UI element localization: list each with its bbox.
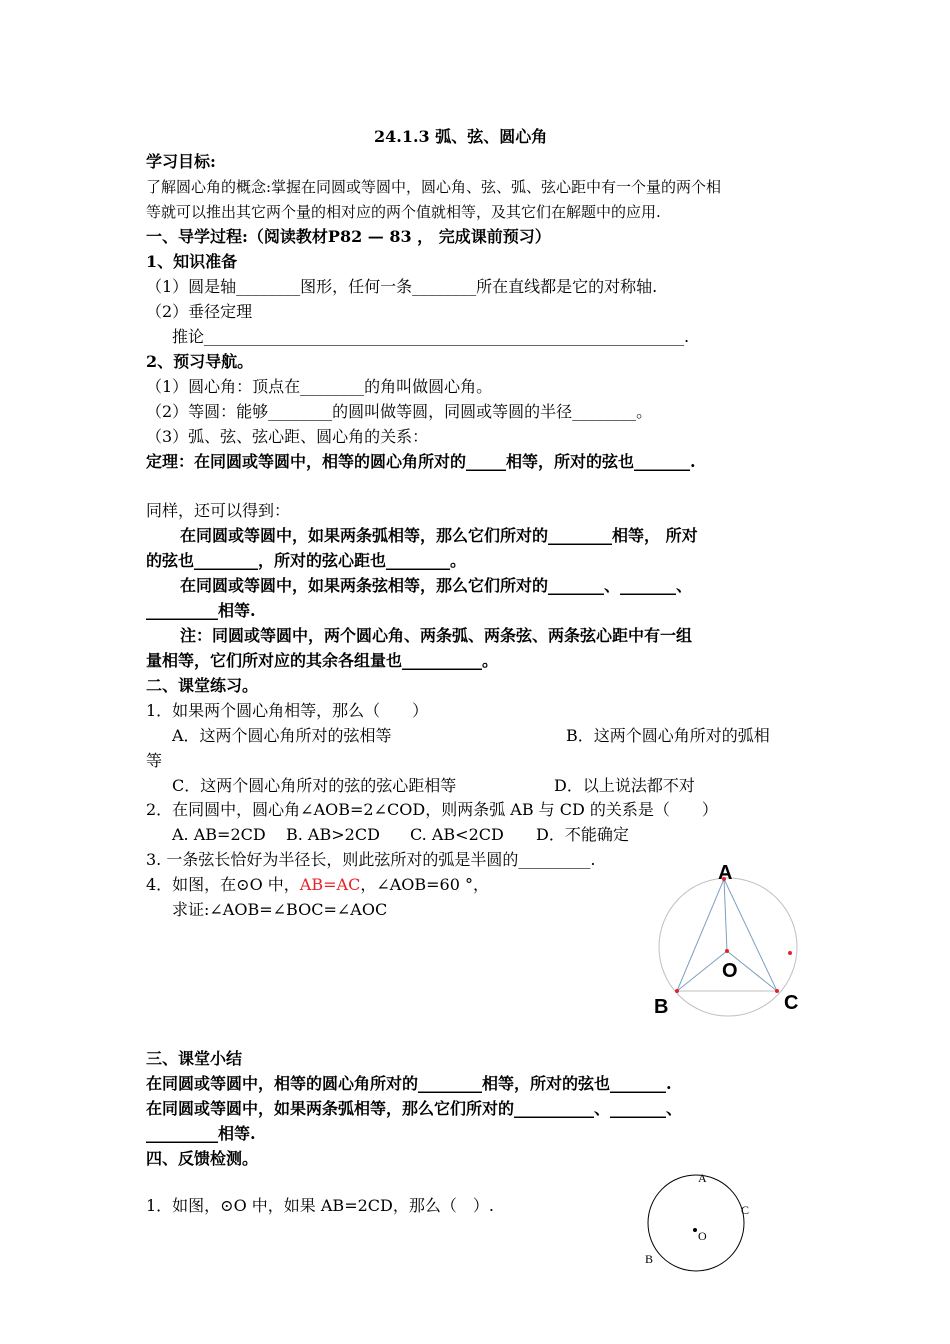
- figure-1-circle: [659, 878, 797, 1016]
- goals-line-1: 了解圆心角的概念:掌握在同圆或等圆中，圆心角、弦、弧、弦心距中有一个量的两个相: [146, 178, 722, 196]
- nav-heading: 2、预习导航。: [146, 352, 254, 371]
- q4-stem: [146, 875, 489, 895]
- q4-stem-post: ，∠AOB=60 °，: [360, 875, 490, 894]
- label-a: A: [718, 862, 733, 884]
- q1-option-d: D．以上说法都不对: [554, 776, 695, 795]
- nav-item-3: （3）弧、弦、弦心距、圆心角的关系：: [146, 427, 429, 446]
- statement-1a: 在同圆或等圆中，如果两条弧相等，那么它们所对的________相等， 所对: [180, 526, 698, 545]
- summary-line-1: 在同圆或等圆中，相等的圆心角所对的________相等，所对的弦也_______.: [146, 1074, 672, 1093]
- similarly-text: 同样，还可以得到：: [146, 501, 291, 520]
- q2-option-d: D．不能确定: [536, 825, 629, 844]
- prep-item-1: （1）圆是轴________图形，任何一条________所在直线都是它的对称轴.: [146, 277, 658, 296]
- q4-prove: 求证:∠AOB=∠BOC=∠AOC: [172, 900, 388, 919]
- q2-option-a: A. AB=2CD: [172, 825, 266, 844]
- point-arc: [788, 951, 792, 955]
- prep-item-2: （2）垂径定理: [146, 302, 253, 321]
- theorem: 定理：在同圆或等圆中，相等的圆心角所对的_____相等，所对的弦也_______.: [146, 452, 696, 471]
- q3-stem: 3. 一条弦长恰好为半径长，则此弦所对的弧是半圆的_________.: [146, 850, 596, 869]
- q2-option-c: C. AB<2CD: [410, 825, 504, 844]
- goals-line-2: 等就可以推出其它两个量的相对应的两个值就相等，及其它们在解题中的应用.: [146, 203, 661, 221]
- radius-oa: [724, 879, 727, 951]
- fig2-label-a: A: [698, 1171, 707, 1185]
- q1-option-a: A．这两个圆心角所对的弦相等: [172, 726, 392, 745]
- figure-2-circle: [648, 1175, 744, 1271]
- summary-line-3: _________相等.: [146, 1124, 256, 1143]
- nav-item-1: （1）圆心角：顶点在________的角叫做圆心角。: [146, 377, 493, 396]
- prep-heading: 1、知识准备: [146, 252, 238, 271]
- feedback-q1: 1．如图，⊙O 中，如果 AB=2CD，那么（ ）.: [146, 1196, 494, 1215]
- note-1b: 量相等，它们所对应的其余各组量也__________。: [146, 651, 499, 670]
- prep-item-3: 推论____________________________________________________________.: [172, 327, 690, 346]
- radius-ob: [677, 951, 727, 991]
- statement-2b: _________相等.: [146, 601, 256, 620]
- fig2-label-o: O: [698, 1229, 707, 1243]
- page-title: 24.1.3 弧、弦、圆心角: [374, 127, 548, 146]
- q2-stem: 2．在同圆中，圆心角∠AOB=2∠COD，则两条弧 AB 与 CD 的关系是（ ）: [146, 800, 718, 819]
- point-b: [675, 989, 679, 993]
- fig2-label-b: B: [645, 1252, 654, 1266]
- label-b: B: [654, 996, 669, 1018]
- circle-figure-1: [640, 855, 820, 1025]
- q4-stem-pre: 4．如图，在⊙O 中，: [146, 875, 300, 894]
- nav-item-2: （2）等圆：能够________的圆叫做等圆，同圆或等圆的半径________。: [146, 402, 653, 421]
- figure-2-center: [693, 1228, 697, 1232]
- label-c: C: [784, 992, 799, 1014]
- summary-line-2: 在同圆或等圆中，如果两条弧相等，那么它们所对的__________、_______、: [146, 1099, 683, 1118]
- point-c: [775, 989, 779, 993]
- q1-stem: 1．如果两个圆心角相等，那么（ ）: [146, 701, 429, 720]
- chord-ab: [677, 879, 724, 991]
- part4-heading: 四、反馈检测。: [146, 1149, 259, 1168]
- q4-condition: AB=AC: [299, 875, 361, 894]
- statement-1b: 的弦也________，所对的弦心距也________。: [146, 551, 467, 570]
- point-o: [725, 949, 729, 953]
- q1-option-b: B．这两个圆心角所对的弧相: [566, 726, 770, 745]
- part1-heading: 一、导学过程:（阅读教材P82 — 83 ， 完成课前预习）: [146, 227, 551, 246]
- part2-heading: 二、课堂练习。: [146, 676, 259, 695]
- circle-figure-2: [636, 1165, 766, 1280]
- q1-option-b-cont: 等: [146, 751, 163, 770]
- goals-heading: 学习目标:: [146, 152, 216, 171]
- fig2-label-c: C: [741, 1203, 750, 1217]
- part3-heading: 三、课堂小结: [146, 1049, 243, 1068]
- note-1a: 注：同圆或等圆中，两个圆心角、两条弧、两条弦、两条弦心距中有一组: [180, 626, 693, 645]
- label-o: O: [722, 960, 738, 982]
- q2-option-b: B. AB>2CD: [286, 825, 380, 844]
- statement-2a: 在同圆或等圆中，如果两条弦相等，那么它们所对的_______、_______、: [180, 576, 693, 595]
- q1-option-c: C．这两个圆心角所对的弦的弦心距相等: [172, 776, 457, 795]
